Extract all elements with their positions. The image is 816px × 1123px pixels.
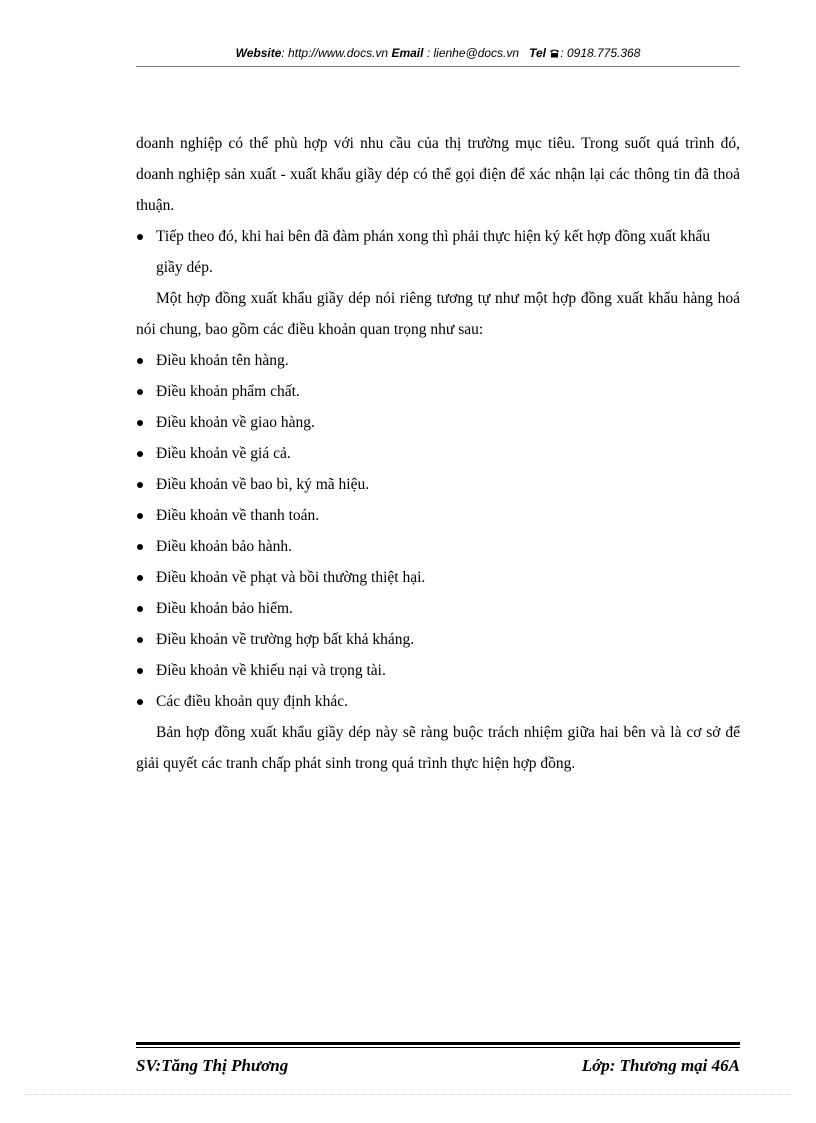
header-rule: [136, 66, 740, 67]
list-item: Điều khoản bảo hành.: [136, 531, 740, 562]
page-header: [136, 46, 740, 60]
website-label: Website: [235, 46, 282, 60]
tel-label: Tel: [529, 46, 546, 60]
list-item: Điều khoản về bao bì, ký mã hiệu.: [136, 469, 740, 500]
list-item: Các điều khoản quy định khác.: [136, 686, 740, 717]
paragraph-4: Bản hợp đồng xuất khẩu giầy dép này sẽ ràng buộc trách nhiệm giữa hai bên và là cơ sở để giải quyết các tranh chấp phát sinh trong quá trình thực hiện hợp đồng.: [136, 724, 740, 772]
list-item: Điều khoản tên hàng.: [136, 345, 740, 376]
clause-list: [136, 345, 740, 717]
website-value: : http://www.docs.vn: [281, 46, 389, 60]
email-value: : lienhe@docs.vn: [426, 46, 520, 60]
list-item: Điều khoản về trường hợp bất khả kháng.: [136, 624, 740, 655]
bullet-paragraph: Tiếp theo đó, khi hai bên đã đàm phán xong thì phải thực hiện ký kết hợp đồng xuất khẩu giầy dép.: [136, 221, 740, 283]
list-item: Điều khoản về phạt và bồi thường thiệt hại.: [136, 562, 740, 593]
footer-class: Lớp: Thương mại 46A: [581, 1056, 740, 1075]
list-item: Điều khoản phẩm chất.: [136, 376, 740, 407]
tel-value: : 0918.775.368: [560, 46, 641, 60]
page-bottom-divider: [24, 1094, 792, 1095]
footer-student: SV:Tăng Thị Phương: [136, 1056, 289, 1075]
paragraph-1: doanh nghiệp có thể phù hợp với nhu cầu của thị trường mục tiêu. Trong suốt quá trình đó, doanh nghiệp sản xuất - xuất khẩu giầy dép có thể gọi điện để xác nhận lại các thông tin đã thoả thuận.: [136, 135, 740, 214]
list-item: Điều khoản về giao hàng.: [136, 407, 740, 438]
list-item: Điều khoản về khiếu nại và trọng tài.: [136, 655, 740, 686]
document-body: [136, 128, 740, 779]
list-item: Điều khoản về thanh toán.: [136, 500, 740, 531]
list-item: Điều khoản về giá cả.: [136, 438, 740, 469]
phone-icon: [549, 48, 560, 58]
paragraph-3: Một hợp đồng xuất khẩu giầy dép nói riêng tương tự như một hợp đồng xuất khẩu hàng hoá nói chung, bao gồm các điều khoản quan trọng như sau:: [136, 290, 740, 338]
footer-rule-thick: [136, 1042, 740, 1045]
email-label: Email: [391, 46, 424, 60]
list-item: Điều khoản bảo hiểm.: [136, 593, 740, 624]
footer-rule-thin: [136, 1047, 740, 1048]
bullet-intro: [136, 221, 740, 283]
